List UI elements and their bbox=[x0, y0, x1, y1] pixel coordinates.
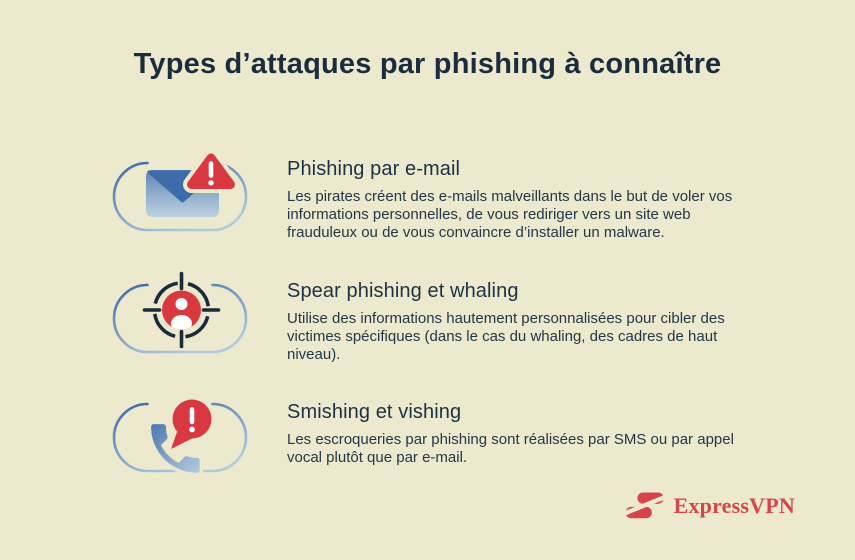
section-heading: Spear phishing et whaling bbox=[287, 280, 519, 302]
expressvpn-logomark-icon bbox=[623, 489, 665, 523]
section-heading: Phishing par e-mail bbox=[287, 158, 461, 180]
brand-wordmark: ExpressVPN bbox=[673, 493, 795, 518]
page-title: Types d’attaques par phishing à connaître bbox=[133, 48, 722, 80]
section-smishing-vishing bbox=[287, 401, 742, 467]
target-person-icon bbox=[105, 270, 255, 362]
section-spear-whaling bbox=[287, 280, 742, 364]
section-body: Utilise des informations hautement personnalisées pour cibler des victimes spécifiques (dans le cas du whaling, des cadres de haut niveau). bbox=[287, 310, 725, 363]
phone-alert-icon bbox=[105, 389, 255, 481]
section-email-phishing bbox=[287, 158, 742, 242]
email-alert-icon bbox=[105, 148, 255, 240]
brand-logo bbox=[623, 489, 795, 523]
section-heading: Smishing et vishing bbox=[287, 401, 462, 423]
section-body: Les pirates créent des e-mails malveillants dans le but de voler vos informations personnelles, de vous rediriger vers un site web frauduleux ou de vous convaincre d’installer un malware. bbox=[287, 188, 733, 241]
section-body: Les escroqueries par phishing sont réalisées par SMS ou par appel vocal plutôt que par e-mail. bbox=[287, 431, 734, 466]
